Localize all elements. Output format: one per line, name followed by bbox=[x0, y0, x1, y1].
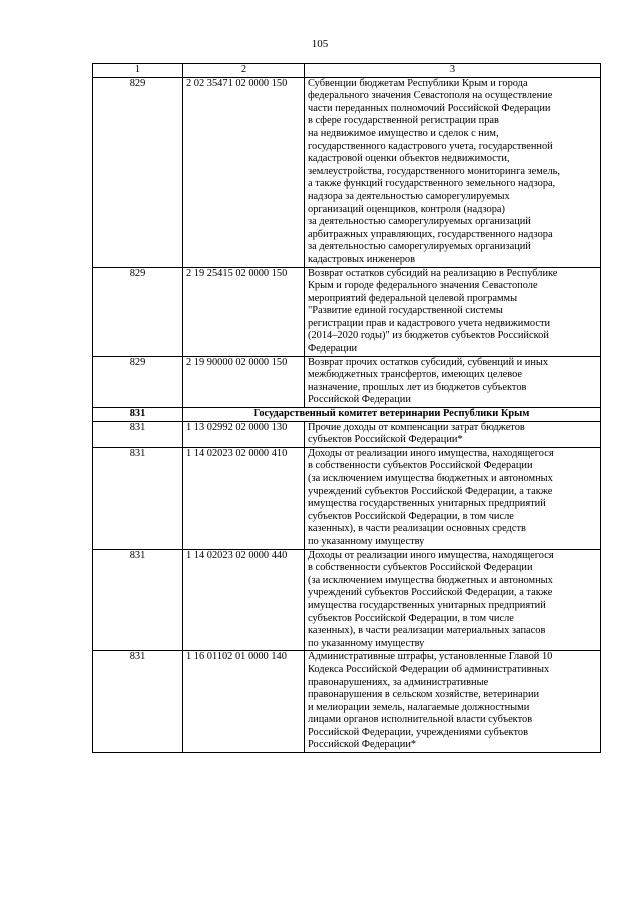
column-header-1: 1 bbox=[93, 64, 183, 78]
description-line: части переданных полномочий Российской Федерации bbox=[308, 102, 551, 114]
description-line: "Развитие единой государственной системы bbox=[308, 305, 503, 317]
description-line: надзора за деятельностью саморегулируемых bbox=[308, 190, 510, 202]
description-cell bbox=[305, 549, 601, 651]
description-line: (за исключением имущества бюджетных и автономных bbox=[308, 473, 553, 484]
description-line: Административные штрафы, установленные Главой 10 bbox=[308, 651, 553, 663]
description-line: имущества государственных унитарных предприятий bbox=[308, 599, 546, 611]
description-line: правонарушения в сельском хозяйстве, ветеринарии bbox=[308, 689, 540, 701]
description-line: субъектов Российской Федерации, в том числе bbox=[308, 510, 514, 522]
description-line: Российской Федерации, учреждениями субъектов bbox=[308, 726, 528, 738]
page-number: 105 bbox=[311, 38, 329, 50]
description-line: кадастровой оценки объектов недвижимости, bbox=[308, 153, 510, 165]
description-line: по указанному имуществу bbox=[308, 535, 425, 547]
description-line: арбитражных управляющих, государственного надзора bbox=[308, 228, 553, 240]
description-line: Возврат прочих остатков субсидий, субвенций и иных bbox=[308, 356, 549, 368]
budget-code-cell: 2 19 25415 02 0000 150 bbox=[183, 267, 305, 356]
description-line: регистрации прав и кадастрового учета недвижимости bbox=[308, 317, 551, 329]
admin-code-cell: 831 bbox=[93, 651, 183, 753]
description-line: межбюджетных трансфертов, имеющих целевое bbox=[308, 369, 523, 381]
admin-code-cell: 831 bbox=[93, 549, 183, 651]
description-line: по указанному имуществу bbox=[308, 637, 425, 649]
description-line: субъектов Российской Федерации, в том числе bbox=[308, 612, 514, 624]
admin-code-cell: 831 bbox=[93, 421, 183, 447]
column-header-3: 3 bbox=[305, 64, 601, 78]
description-line: субъектов Российской Федерации* bbox=[308, 434, 463, 446]
section-header-row bbox=[93, 408, 601, 422]
description-line: на недвижимое имущество и сделок с ним, bbox=[308, 127, 499, 139]
budget-code-cell: 1 14 02023 02 0000 410 bbox=[183, 447, 305, 549]
description-line: за деятельностью саморегулируемых организаций bbox=[308, 216, 531, 228]
column-header-2: 2 bbox=[183, 64, 305, 78]
description-line: и мелиорации земель, налагаемые должностными bbox=[308, 701, 530, 713]
description-line: в сфере государственной регистрации прав bbox=[308, 115, 499, 127]
description-line: Крым и городе федерального значения Севастополе bbox=[308, 280, 538, 292]
description-line: кадастровых инженеров bbox=[308, 253, 415, 265]
description-line: Доходы от реализации иного имущества, находящегося bbox=[308, 549, 554, 561]
table-row bbox=[93, 77, 601, 267]
description-line: Федерации bbox=[308, 343, 358, 355]
description-cell bbox=[305, 267, 601, 356]
description-line: казенных), в части реализации основных средств bbox=[308, 523, 526, 535]
description-line: (за исключением имущества бюджетных и автономных bbox=[308, 574, 553, 586]
table-row bbox=[93, 421, 601, 447]
description-line: назначение, прошлых лет из бюджетов субъектов bbox=[308, 381, 527, 393]
description-cell bbox=[305, 356, 601, 407]
description-cell bbox=[305, 77, 601, 267]
description-line: в собственности субъектов Российской Федерации bbox=[308, 562, 533, 574]
section-title: Государственный комитет ветеринарии Республики Крым bbox=[183, 408, 601, 422]
description-line: а также функций государственного земельного надзора, bbox=[308, 178, 556, 190]
description-line: Субвенции бюджетам Республики Крым и города bbox=[308, 77, 528, 89]
admin-code-cell: 829 bbox=[93, 356, 183, 407]
description-line: Возврат остатков субсидий на реализацию в Республике bbox=[308, 267, 558, 279]
description-line: Кодекса Российской Федерации об административных bbox=[308, 663, 550, 675]
table-header-row bbox=[93, 64, 601, 78]
description-line: (2014–2020 годы)" из бюджетов субъектов Российской bbox=[308, 330, 549, 342]
description-line: организаций оценщиков, контроля (надзора) bbox=[308, 203, 505, 215]
budget-code-cell: 1 16 01102 01 0000 140 bbox=[183, 651, 305, 753]
table-row bbox=[93, 549, 601, 651]
description-line: за деятельностью саморегулируемых организаций bbox=[308, 241, 531, 253]
description-line: имущества государственных унитарных предприятий bbox=[308, 498, 546, 510]
admin-code-cell: 831 bbox=[93, 408, 183, 422]
description-line: лицами органов исполнительной власти субъектов bbox=[308, 714, 533, 726]
description-line: учреждений субъектов Российской Федерации, а также bbox=[308, 485, 553, 497]
description-cell bbox=[305, 447, 601, 549]
table-row bbox=[93, 267, 601, 356]
description-line: учреждений субъектов Российской Федерации, а также bbox=[308, 587, 553, 599]
admin-code-cell: 831 bbox=[93, 447, 183, 549]
budget-code-cell: 1 13 02992 02 0000 130 bbox=[183, 421, 305, 447]
description-line: Прочие доходы от компенсации затрат бюджетов bbox=[308, 421, 525, 433]
description-line: федерального значения Севастополя на осуществление bbox=[308, 90, 553, 102]
budget-code-cell: 2 19 90000 02 0000 150 bbox=[183, 356, 305, 407]
description-line: в собственности субъектов Российской Федерации bbox=[308, 460, 533, 472]
admin-code-cell: 829 bbox=[93, 77, 183, 267]
table-row bbox=[93, 356, 601, 407]
description-cell bbox=[305, 651, 601, 753]
description-line: землеустройства, государственного мониторинга земель, bbox=[308, 165, 560, 177]
description-line: Российской Федерации bbox=[308, 394, 411, 406]
admin-code-cell: 829 bbox=[93, 267, 183, 356]
budget-code-cell: 2 02 35471 02 0000 150 bbox=[183, 77, 305, 267]
description-line: Российской Федерации* bbox=[308, 739, 417, 751]
table-body bbox=[93, 64, 601, 753]
budget-classification-table bbox=[92, 63, 601, 753]
table-row bbox=[93, 651, 601, 753]
description-cell bbox=[305, 421, 601, 447]
description-line: казенных), в части реализации материальных запасов bbox=[308, 625, 546, 637]
description-line: мероприятий федеральной целевой программы bbox=[308, 292, 518, 304]
table-row bbox=[93, 447, 601, 549]
description-line: государственного кадастрового учета, государственной bbox=[308, 140, 553, 152]
budget-code-cell: 1 14 02023 02 0000 440 bbox=[183, 549, 305, 651]
description-line: Доходы от реализации иного имущества, находящегося bbox=[308, 447, 554, 459]
description-line: правонарушениях, за административные bbox=[308, 676, 489, 688]
